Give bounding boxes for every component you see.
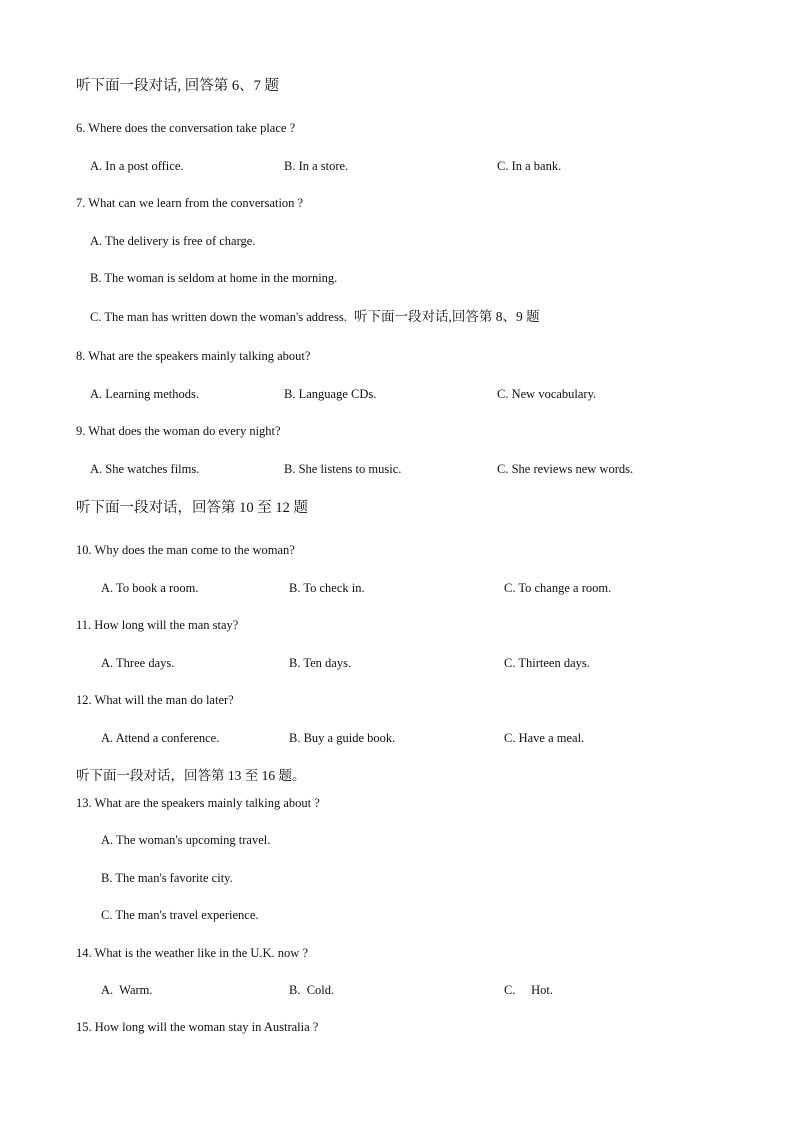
question-text: 13. What are the speakers mainly talking about ? xyxy=(76,796,320,810)
option-c: C. In a bank. xyxy=(497,159,562,173)
option-a: A. Learning methods. xyxy=(90,387,200,401)
option-a: A. She watches films. xyxy=(90,462,200,476)
option-b: B. Cold. xyxy=(289,983,335,997)
option-a: A. The delivery is free of charge. xyxy=(90,234,256,248)
question-text: 14. What is the weather like in the U.K. now ? xyxy=(76,946,309,960)
option-b: B. She listens to music. xyxy=(284,462,402,476)
option-c: C. The man's travel experience. xyxy=(101,908,259,922)
option-a: A. The woman's upcoming travel. xyxy=(101,833,271,847)
question-text: 10. Why does the man come to the woman? xyxy=(76,543,295,557)
option-a: A. In a post office. xyxy=(90,159,184,173)
option-a: A. Warm. xyxy=(101,983,153,997)
option-c: C. The man has written down the woman's address. xyxy=(90,310,347,324)
section-heading: 听下面一段对话,回答第 8、9 题 xyxy=(353,309,540,324)
question-text: 12. What will the man do later? xyxy=(76,693,234,707)
question-text: 11. How long will the man stay? xyxy=(76,618,239,632)
option-b: B. Ten days. xyxy=(289,656,352,670)
section-heading: 听下面一段对话，回答第 10 至 12 题 xyxy=(76,500,308,516)
option-c: C. Have a meal. xyxy=(504,731,585,745)
option-c-with-heading xyxy=(90,309,540,325)
option-b: B. In a store. xyxy=(284,159,349,173)
option-b: B. The man's favorite city. xyxy=(101,871,233,885)
option-b: B. To check in. xyxy=(289,581,365,595)
option-c: C. To change a room. xyxy=(504,581,612,595)
question-text: 6. Where does the conversation take place ? xyxy=(76,121,296,135)
option-a: A. Attend a conference. xyxy=(101,731,220,745)
question-text: 7. What can we learn from the conversation ? xyxy=(76,196,304,210)
option-a: A. Three days. xyxy=(101,656,175,670)
section-heading: 听下面一段对话，回答第 13 至 16 题。 xyxy=(76,768,306,783)
question-text: 8. What are the speakers mainly talking about? xyxy=(76,349,311,363)
option-c: C. She reviews new words. xyxy=(497,462,634,476)
option-a: A. To book a room. xyxy=(101,581,199,595)
section-heading: 听下面一段对话, 回答第 6、7 题 xyxy=(76,78,279,94)
option-b: B. The woman is seldom at home in the morning. xyxy=(90,271,338,285)
option-b: B. Language CDs. xyxy=(284,387,377,401)
option-c: C. New vocabulary. xyxy=(497,387,597,401)
question-text: 9. What does the woman do every night? xyxy=(76,424,281,438)
option-b: B. Buy a guide book. xyxy=(289,731,396,745)
option-c: C. Thirteen days. xyxy=(504,656,590,670)
question-text: 15. How long will the woman stay in Australia ? xyxy=(76,1020,319,1034)
option-c: C. Hot. xyxy=(504,983,553,997)
